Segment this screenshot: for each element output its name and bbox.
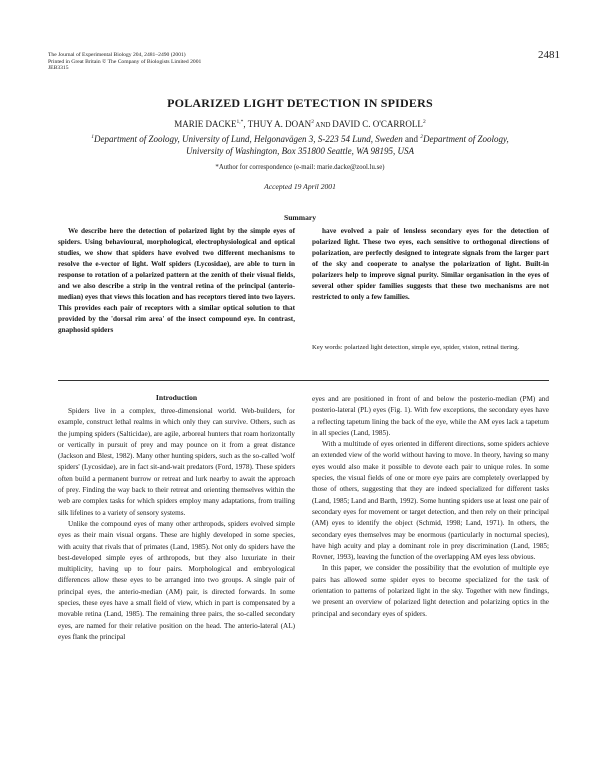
author-2-sup: 2 (311, 119, 314, 125)
section-divider (58, 380, 549, 381)
affil-2-sup: 2 (420, 134, 423, 140)
paper-title: POLARIZED LIGHT DETECTION IN SPIDERS (167, 96, 433, 110)
accepted-date: Accepted 19 April 2001 (264, 182, 336, 191)
journal-line-3: JEB3315 (48, 65, 69, 72)
author-and: AND (313, 121, 333, 129)
body-column-right (312, 394, 549, 620)
summary-left: We describe here the detection of polarized light by the simple eyes of spiders. Using behavioural, morphological, electrophysiological and optical studies, we show that spiders have evolved two different mechanisms to resolve the e-vector of light. Wolf spiders (Lycosidae), are able to turn in response to rotation of a polarized pattern at the zenith of their visual fields, and we also describe a strip in the ventral retina of the principal (anterio-median) eyes that views this location and has receptors tiered into two layers. This provides each pair of receptors with a similar optical solution to that provided by the 'dorsal rim area' of the insect compound eye. In contrast, gnaphosid spiders (58, 227, 295, 334)
affil-2: Department of Zoology, University of Washington, Box 351800 Seattle, WA 98195, USA (185, 134, 509, 156)
page-number: 2481 (538, 49, 560, 61)
paragraph: Unlike the compound eyes of many other arthropods, spiders evolved simple eyes as their main visual organs. These are highly developed in some species, with acuity that rivals that of primates (Land, 1985). Not only do spiders have the best-developed simple eyes of arthropods, but they also luxuriate in their multiplicity, having up to four pairs. Morphological and embryological differences allow these eyes to be arranged into two groups. A single pair of principal eyes, the anterio-median (AM) pair, is directed forwards. In some species, these eyes have a small field of view, which in part is compensated by a movable retina (Land, 1985). The remaining three pairs, the so-called secondary eyes, are named for their relative position on the head. The anterio-lateral (AL) eyes flank the principal (58, 519, 295, 641)
affil-and: and (402, 134, 421, 144)
paragraph: With a multitude of eyes oriented in different directions, some spiders achieve an extended view of the world without having to move. In theory, having so many eyes would also make it possible to devote each pair to unique roles. In some species, the visual fields of one or more eye pairs are completely overlapped by those of others, suggesting that they are indeed specialized for different tasks (Land, 1985; Land and Barth, 1992). Some hunting spiders use at least one pair of secondary eyes for movement or target detection, and then rely on their principal (AM) eyes to identify the object (Schmid, 1998; Land, 1971). In others, the secondary eyes themselves may be enormous (particularly in nocturnal species), have high acuity and play a dominant role in prey discrimination (Land, 1985; Rovner, 1993), leaving the function of the overlapping AM eyes less obvious. (312, 440, 549, 562)
body-column-left (58, 406, 295, 643)
author-1: MARIE DACKE (174, 119, 237, 129)
paragraph: Spiders live in a complex, three-dimensional world. Web-builders, for example, construct lethal realms in which only they can survive. Others, such as the jumping spiders (Salticidae), are agile, arboreal hunters that roam horizontally or vertically in pursuit of prey and may pounce on it from a great distance (Jackson and Blest, 1982). Many other hunting spiders, such as the so-called 'wolf spiders' (Lycosidae), are in fact sit-and-wait predators (Ford, 1978). These spiders often build a permanent burrow or retreat and lurk nearby to await the approach of prey. Finding the way back to their retreat and orienting themselves within the web are complex tasks for which spiders employ many adaptations, from trailing silk lifelines to a variety of sensory systems. (58, 407, 295, 517)
author-3: DAVID C. O'CARROLL (332, 119, 423, 129)
journal-line-2: Printed in Great Britain © The Company of Biologists Limited 2001 (48, 58, 202, 65)
author-2: , THUY A. DOAN (243, 119, 312, 129)
summary-heading: Summary (283, 213, 317, 222)
keywords: Key words: polarized light detection, simple eye, spider, vision, retinal tiering. (312, 344, 520, 351)
affiliations (80, 133, 520, 157)
author-list (0, 119, 600, 129)
introduction-heading: Introduction (155, 393, 198, 402)
author-1-sup: 1,* (236, 119, 244, 125)
paragraph: eyes and are positioned in front of and below the posterio-median (PM) and posterio-lateral (PL) eyes (Fig. 1). With few exceptions, the secondary eyes have a reflecting tapetum lining the back of the eye, while the AM eyes lack a tapetum in all species (Land, 1985). (312, 395, 549, 437)
correspondence: *Author for correspondence (e-mail: marie.dacke@zool.lu.se) (215, 164, 385, 171)
summary-right: have evolved a pair of lensless secondary eyes for the detection of polarized light. These two eyes, each sensitive to orthogonal directions of polarization, are perfectly designed to integrate signals from the larger part of the sky and cooperate to analyse the polarization of light. Built-in polarizers help to improve signal purity. Similar organisation in the eyes of several other spider families suggests that these two mechanisms are not restricted to only a few families. (312, 227, 549, 301)
affil-1: Department of Zoology, University of Lund, Helgonavägen 3, S-223 54 Lund, Sweden (94, 134, 403, 144)
journal-citation (48, 52, 308, 72)
paragraph: In this paper, we consider the possibility that the evolution of multiple eye pairs has allowed some spider eyes to become specialized for the task of orientation to patterns of polarized light in the sky. Together with new findings, we present an overview of polarized light detection and polarizing optics in the principal and secondary eyes of spiders. (312, 564, 549, 618)
journal-line-1: The Journal of Experimental Biology 204, 2481–2490 (2001) (48, 52, 186, 58)
author-3-sup: 2 (422, 119, 426, 125)
affil-1-sup: 1 (91, 134, 94, 140)
